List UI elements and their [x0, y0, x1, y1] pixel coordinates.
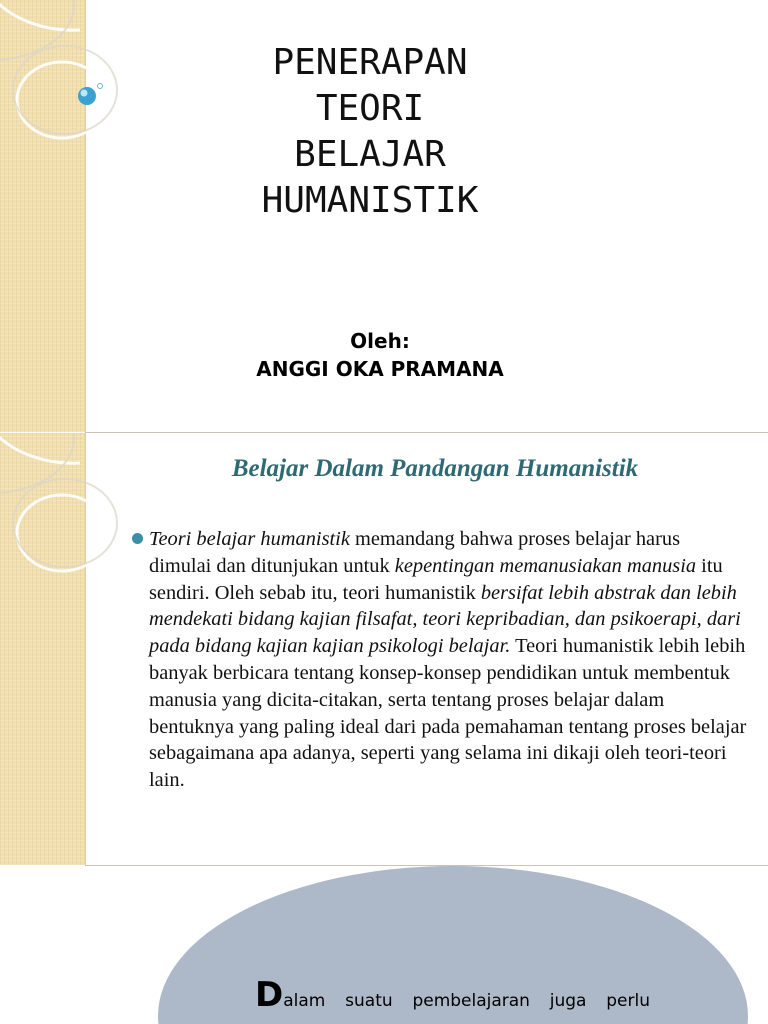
body-text: Teori humanistik lebih lebih banyak berbicara tentang konsep-konsep pendidikan untuk membentuk manusia yang dicita-citakan, serta tentang proses belajar dalam bentuknya yang paling ideal dari pada pemahaman tentang proses belajar sebagaimana apa adanya, seperti yang selama ini dikaji oleh teori-teori lain. [149, 635, 747, 792]
title-line: BELAJAR [294, 134, 446, 175]
slide-content [0, 433, 768, 865]
slide3-text: alam suatu pembelajaran juga perlu [283, 991, 650, 1011]
title-line: PENERAPAN [272, 42, 468, 83]
title-line: TEORI [315, 88, 425, 129]
slide3-paragraph [255, 975, 650, 1015]
drop-cap: D [255, 975, 284, 1015]
swirl-decoration [0, 0, 200, 160]
page-title [200, 40, 540, 224]
body-text: memandang bahwa proses belajar harus dimulai dan ditunjukan untuk [149, 528, 680, 577]
body-paragraph [149, 526, 747, 794]
emphasis-text: kepentingan memanusiakan manusia [394, 554, 697, 577]
author-byline [180, 327, 580, 383]
byline-label: Oleh: [350, 329, 410, 353]
bullet-icon [132, 533, 143, 544]
section-heading: Belajar Dalam Pandangan Humanistik [231, 455, 639, 482]
body-text: itu sendiri. Oleh sebab itu, teori humanistik [149, 554, 723, 604]
author-name: ANGGI OKA PRAMANA [256, 357, 504, 381]
slide-title [0, 0, 768, 432]
emphasis-text: bersifat lebih abstrak dan lebih mendekati bidang kajian filsafat, teori kepribadian, dan psikoerapi, dari pada bidang kajian kajian psikologi belajar. [149, 581, 741, 658]
slide-partial [0, 866, 768, 1024]
emphasis-text: Teori belajar humanistik [149, 528, 350, 550]
title-line: HUMANISTIK [261, 180, 479, 221]
